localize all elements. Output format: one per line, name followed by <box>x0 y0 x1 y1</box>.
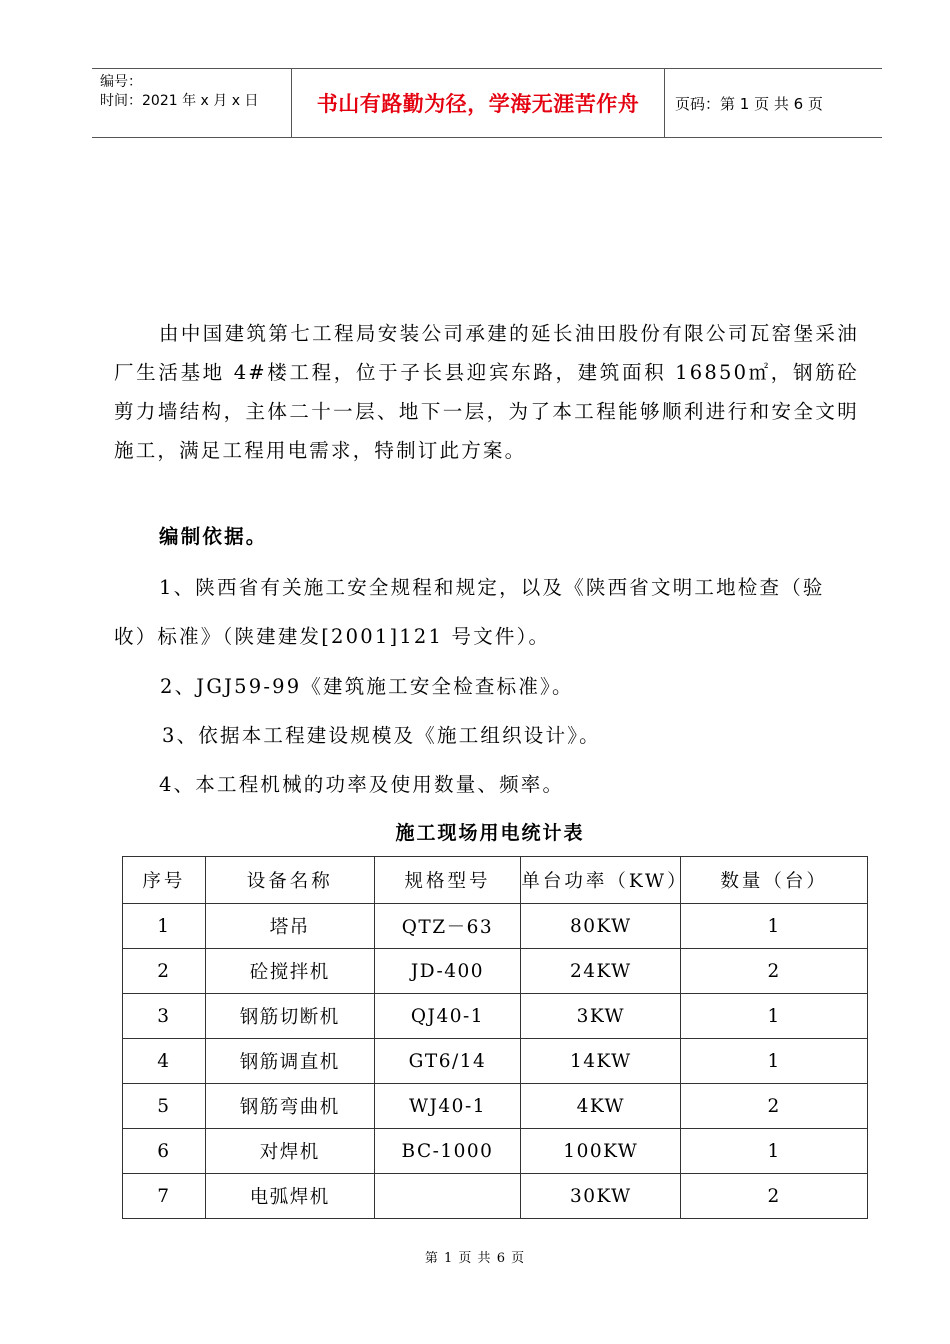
power-statistics-table <box>122 856 868 1219</box>
cell-power: 100KW <box>521 1129 681 1174</box>
cell-quantity: 2 <box>681 1174 868 1219</box>
cell-equipment: 钢筋弯曲机 <box>205 1084 374 1129</box>
basis-item-2: 2、JGJ59-99《建筑施工安全检查标准》。 <box>160 675 574 698</box>
cell-equipment: 电弧焊机 <box>205 1174 374 1219</box>
column-header: 序号 <box>123 857 206 904</box>
basis-item-3: 3、依据本工程建设规模及《施工组织设计》。 <box>162 724 601 747</box>
cell-model: BC-1000 <box>374 1129 521 1174</box>
header-meta <box>92 69 292 137</box>
basis-item-1-line-2: 收）标准》（陕建建发[2001]121 号文件）。 <box>114 625 551 648</box>
cell-equipment: 对焊机 <box>205 1129 374 1174</box>
header-motto: 书山有路勤为径，学海无涯苦作舟 <box>292 69 665 137</box>
cell-power: 3KW <box>521 994 681 1039</box>
cell-power: 14KW <box>521 1039 681 1084</box>
table-title: 施工现场用电统计表 <box>395 822 585 844</box>
cell-index: 7 <box>123 1174 206 1219</box>
cell-model <box>374 1174 521 1219</box>
page-header <box>92 68 882 138</box>
table-row <box>123 904 868 949</box>
table-row <box>123 1174 868 1219</box>
cell-quantity: 1 <box>681 994 868 1039</box>
column-header: 设备名称 <box>205 857 374 904</box>
table-row <box>123 1084 868 1129</box>
page-footer: 第 1 页 共 6 页 <box>424 1251 526 1266</box>
cell-equipment: 砼搅拌机 <box>205 949 374 994</box>
cell-power: 30KW <box>521 1174 681 1219</box>
column-header: 数量（台） <box>681 857 868 904</box>
document-number-label: 编号： <box>100 74 142 90</box>
cell-quantity: 2 <box>681 1084 868 1129</box>
table-row <box>123 949 868 994</box>
basis-heading: 编制依据。 <box>159 525 268 548</box>
table-row <box>123 1129 868 1174</box>
column-header: 规格型号 <box>374 857 521 904</box>
cell-equipment: 钢筋调直机 <box>205 1039 374 1084</box>
cell-model: QJ40-1 <box>374 994 521 1039</box>
cell-index: 2 <box>123 949 206 994</box>
cell-index: 6 <box>123 1129 206 1174</box>
cell-power: 80KW <box>521 904 681 949</box>
cell-equipment: 钢筋切断机 <box>205 994 374 1039</box>
cell-model: WJ40-1 <box>374 1084 521 1129</box>
column-header: 单台功率（KW） <box>521 857 681 904</box>
basis-item-4: 4、本工程机械的功率及使用数量、频率。 <box>159 773 565 796</box>
cell-equipment: 塔吊 <box>205 904 374 949</box>
cell-index: 3 <box>123 994 206 1039</box>
header-page-info: 页码：第 1 页 共 6 页 <box>675 94 823 113</box>
basis-item-1-line-1: 1、陕西省有关施工安全规程和规定，以及《陕西省文明工地检查（验 <box>159 576 825 599</box>
intro-paragraph: 由中国建筑第七工程局安装公司承建的延长油田股份有限公司瓦窑堡采油厂生活基地 4#楼工程，位于子长县迎宾东路，建筑面积 16850㎡，钢筋砼剪力墙结构，主体二十一层、地下一层，为了本工程能够顺利进行和安全文明施工，满足工程用电需求，特制订此方案。 <box>114 322 859 462</box>
table-row <box>123 994 868 1039</box>
cell-quantity: 2 <box>681 949 868 994</box>
cell-power: 4KW <box>521 1084 681 1129</box>
cell-quantity: 1 <box>681 1129 868 1174</box>
cell-model: QTZ－63 <box>374 904 521 949</box>
cell-index: 4 <box>123 1039 206 1084</box>
document-time: 时间：2021 年 x 月 x 日 <box>100 93 259 109</box>
table-row <box>123 1039 868 1084</box>
cell-index: 1 <box>123 904 206 949</box>
cell-index: 5 <box>123 1084 206 1129</box>
cell-model: JD-400 <box>374 949 521 994</box>
cell-power: 24KW <box>521 949 681 994</box>
table-header-row <box>123 857 868 904</box>
cell-model: GT6/14 <box>374 1039 521 1084</box>
cell-quantity: 1 <box>681 1039 868 1084</box>
cell-quantity: 1 <box>681 904 868 949</box>
